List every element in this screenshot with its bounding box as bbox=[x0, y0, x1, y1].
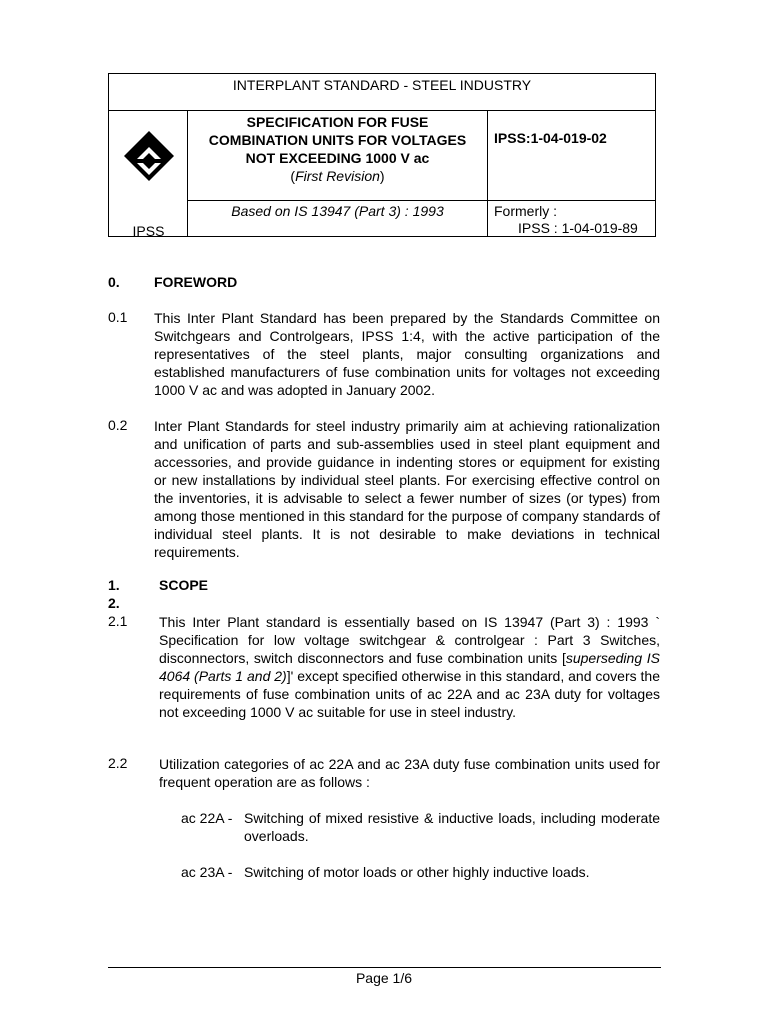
section-number: 1. bbox=[108, 577, 120, 593]
title-line: SPECIFICATION FOR FUSE bbox=[246, 114, 429, 130]
formerly bbox=[488, 201, 655, 237]
logo-label: IPSS bbox=[132, 223, 165, 239]
based-on: Based on IS 13947 (Part 3) : 1993 bbox=[188, 201, 488, 237]
clause-text: Utilization categories of ac 22A and ac 23A duty fuse combination units used for frequent operation are as follows : bbox=[159, 756, 660, 790]
category-code: ac 22A - bbox=[181, 810, 233, 826]
section-heading: FOREWORD bbox=[154, 274, 238, 290]
page-number: Page 1/6 bbox=[355, 970, 413, 986]
clause-number: 0.1 bbox=[108, 309, 128, 325]
clause-text: This Inter Plant standard is essentially based on IS 13947 (Part 3) : 1993 ` Specification for low voltage switchgear & controlgear : Part 3 Switches, disconnectors, switch disconnectors and fuse combination units [superseding IS 4064 (Parts 1 and 2)]' except specified otherwise in this standard, and covers the requirements of fuse combination units of ac 22A and ac 23A duty for voltages not exceeding 1000 V ac suitable for use in steel industry. bbox=[159, 614, 660, 720]
footer-divider bbox=[108, 967, 661, 968]
formerly-label: Formerly : bbox=[494, 203, 557, 219]
category-code: ac 23A - bbox=[181, 864, 233, 880]
section-number: 2. bbox=[108, 595, 120, 611]
header-table bbox=[108, 73, 656, 237]
section-number: 0. bbox=[108, 274, 120, 290]
revision-line: (First Revision) bbox=[290, 168, 385, 184]
org-line: INTERPLANT STANDARD - STEEL INDUSTRY bbox=[109, 74, 655, 111]
title-line: COMBINATION UNITS FOR VOLTAGES bbox=[208, 132, 467, 148]
section-heading: SCOPE bbox=[159, 577, 209, 593]
superseding-note: superseding IS 4064 (Parts 1 and 2) bbox=[159, 650, 660, 684]
clause-text: This Inter Plant Standard has been prepared by the Standards Committee on Switchgears and Controlgears, IPSS 1:4, with the active participation of the representatives of the steel plants, major consulting organizations and established manufacturers of fuse combination units for voltages not exceeding 1000 V ac and was adopted in January 2002. bbox=[154, 310, 660, 398]
category-text: Switching of motor loads or other highly inductive loads. bbox=[244, 864, 590, 880]
clause-number: 2.2 bbox=[108, 755, 128, 771]
document-title bbox=[188, 111, 488, 201]
logo-cell bbox=[109, 111, 188, 237]
clause-number: 0.2 bbox=[108, 417, 128, 433]
standard-code: IPSS:1-04-019-02 bbox=[488, 111, 655, 201]
clause-text: Inter Plant Standards for steel industry primarily aim at achieving rationalization and unification of parts and sub-assemblies used in steel plant equipment and accessories, and provide guidance in indenting stores or equipment for existing or new installations by individual steel plants. For exercising effective control on the inventories, it is advisable to select a fewer number of sizes (or types) from among those mentioned in this standard for the purpose of company standards of individual steel plants. It is not desirable to make deviations in technical requirements. bbox=[154, 418, 660, 560]
formerly-code: IPSS : 1-04-019-89 bbox=[518, 220, 638, 236]
title-line: NOT EXCEEDING 1000 V ac bbox=[245, 150, 430, 166]
category-text: Switching of mixed resistive & inductive loads, including moderate overloads. bbox=[244, 810, 660, 844]
ipss-logo-icon bbox=[122, 129, 176, 183]
revision-text: First Revision bbox=[295, 168, 380, 184]
clause-number: 2.1 bbox=[108, 613, 128, 629]
